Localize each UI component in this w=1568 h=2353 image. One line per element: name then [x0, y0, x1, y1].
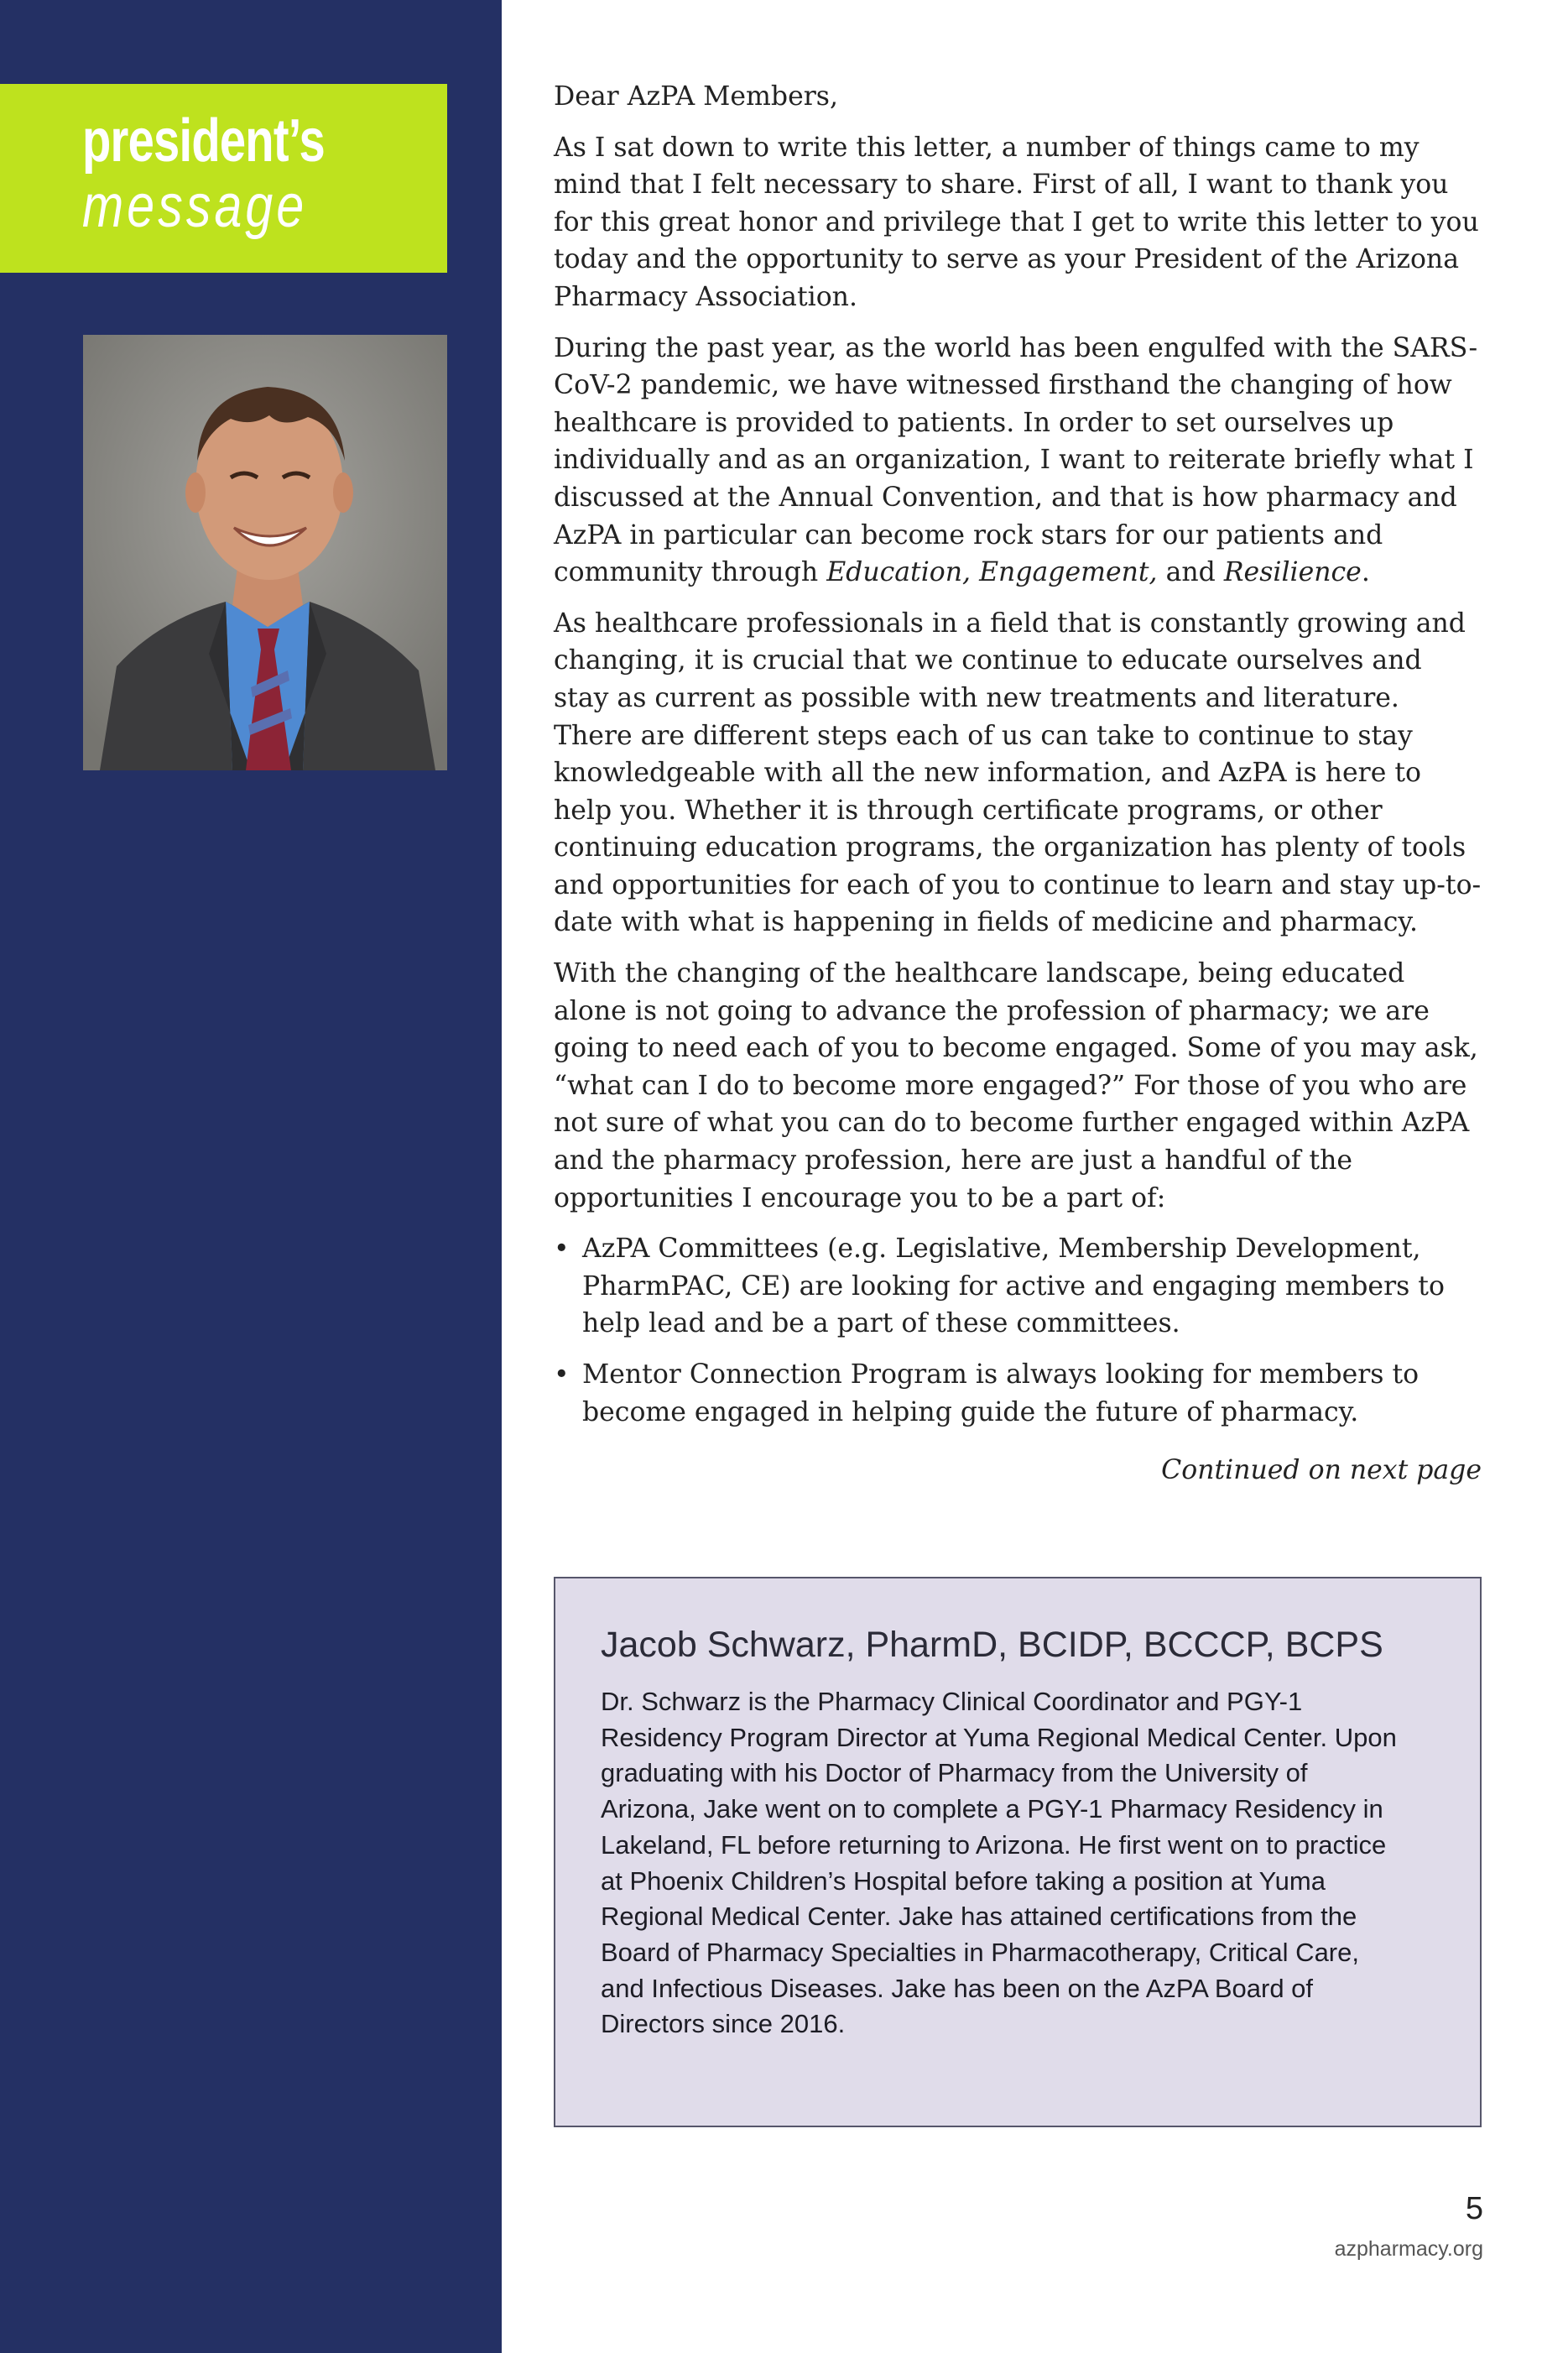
- president-portrait-photo: [83, 335, 447, 770]
- website-link[interactable]: azpharmacy.org: [1334, 2237, 1483, 2261]
- paragraph-2-end: .: [1361, 557, 1370, 588]
- banner-title-message: message: [82, 173, 308, 240]
- page-number: 5: [1465, 2191, 1483, 2226]
- opportunity-list: [554, 1230, 1485, 1431]
- letter-salutation: Dear AzPA Members,: [554, 81, 838, 112]
- bio-name: Jacob Schwarz, PharmD, BCIDP, BCCCP, BCPS: [601, 1625, 1383, 1665]
- bio-text: Dr. Schwarz is the Pharmacy Clinical Coordinator and PGY-1 Residency Program Director at Yuma Regional Medical Center. Upon graduating with his Doctor of Pharmacy from the University of Arizona, Jake went on to complete a PGY-1 Pharmacy Residency in Lakeland, FL before returning to Arizona. He first went on to practice at Phoenix Children’s Hospital before taking a position at Yuma Regional Medical Center. Jake has attained certifications from the Board of Pharmacy Specialties in Pharmacotherapy, Critical Care, and Infectious Diseases. Jake has been on the AzPA Board of Directors since 2016.: [601, 1687, 1397, 2039]
- paragraph-2-emphasis-1: Education, Engagement,: [826, 557, 1158, 588]
- letter-paragraph-4: With the changing of the healthcare landscape, being educated alone is not going to advance the profession of pharmacy; we are going to need each of you to become engaged. Some of you may ask, “what can I do to become more engaged?” For those of you who are not sure of what you can do to become further engaged within AzPA and the pharmacy profession, here are just a handful of the opportunities I encourage you to be a part of:: [554, 958, 1478, 1213]
- continued-note: Continued on next page: [1161, 1455, 1482, 1485]
- list-item: • Mentor Connection Program is always looking for members to become engaged in helping guide the future of pharmacy.: [554, 1356, 1485, 1431]
- paragraph-2-and: and: [1157, 557, 1224, 588]
- president-letter: [554, 78, 1485, 1444]
- letter-paragraph-2: [554, 330, 1485, 592]
- list-item: • AzPA Committees (e.g. Legislative, Membership Development, PharmPAC, CE) are looking for active and engaging members to help lead and be a part of these committees.: [554, 1230, 1485, 1343]
- bio-box: [554, 1577, 1482, 2127]
- paragraph-2-emphasis-2: Resilience: [1223, 557, 1362, 588]
- banner-title-presidents: president’s: [82, 107, 325, 175]
- letter-paragraph-1: As I sat down to write this letter, a number of things came to my mind that I felt necessary to share. First of all, I want to thank you for this great honor and privilege that I get to write this letter to you today and the opportunity to serve as your President of the Arizona Pharmacy Association.: [554, 132, 1479, 312]
- letter-paragraph-3: As healthcare professionals in a field that is constantly growing and changing, it is crucial that we continue to educate ourselves and stay as current as possible with new treatments and literature. There are different steps each of us can take to continue to stay knowledgeable with all the new information, and AzPA is here to help you. Whether it is through certificate programs, or other continuing education programs, the organization has plenty of tools and opportunities for each of you to continue to learn and stay up-to-date with what is happening in fields of medicine and pharmacy.: [554, 608, 1482, 938]
- paragraph-2-text: During the past year, as the world has been engulfed with the SARS-CoV-2 pandemic, we have witnessed firsthand the changing of how healthcare is provided to patients. In order to set ourselves up individually and as an organization, I want to reiterate briefly what I discussed at the Annual Convention, and that is how pharmacy and AzPA in particular can become rock stars for our patients and community through: [554, 332, 1478, 588]
